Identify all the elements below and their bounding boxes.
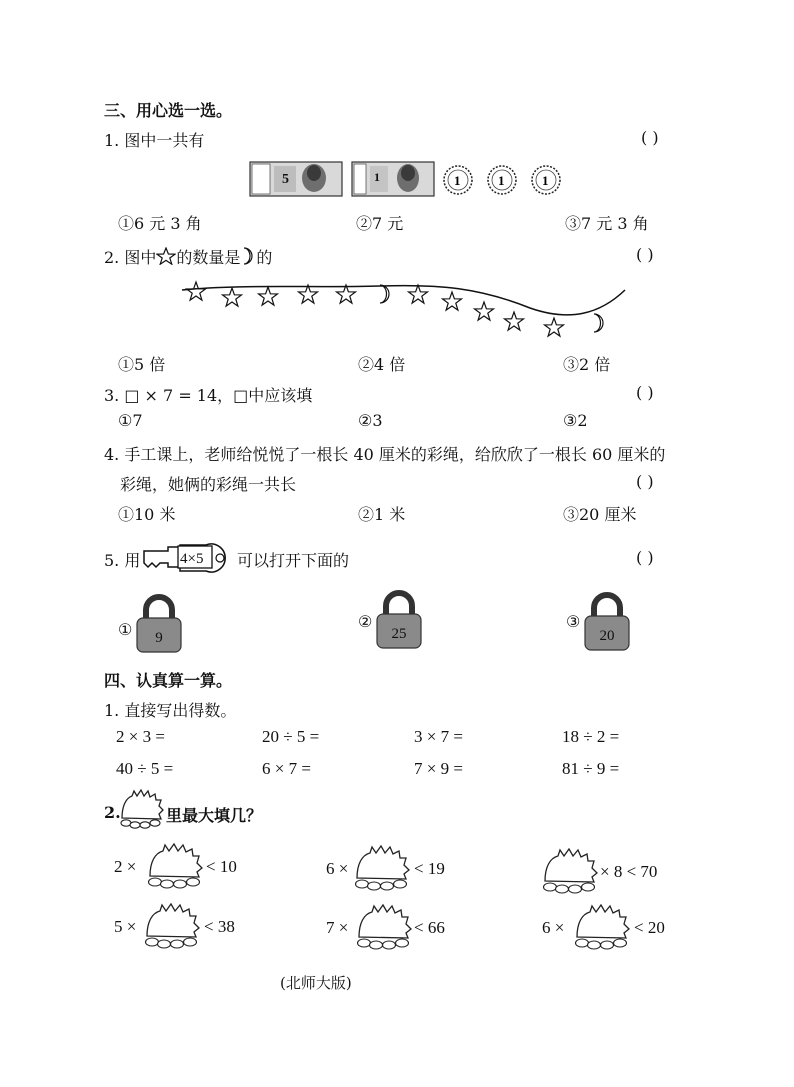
q1-option-3[interactable]: ③7 元 3 角 xyxy=(565,214,649,233)
star-5 xyxy=(337,285,356,303)
section-4-q2-text: 里最大填几？ xyxy=(166,806,263,825)
section-4-q2-pre: 2. xyxy=(104,803,121,822)
calc-r1-c1[interactable]: 2 × 3 = xyxy=(116,727,165,746)
calc-r2-c4[interactable]: 81 ÷ 9 = xyxy=(562,759,620,778)
q3-option-1[interactable]: ①7 xyxy=(118,411,143,430)
star-9 xyxy=(505,312,524,330)
calc-r2-c3[interactable]: 7 × 9 = xyxy=(414,759,463,778)
ineq-5-post: < 66 xyxy=(414,918,445,937)
hedgehog-box-icon xyxy=(118,788,164,832)
q1-option-2[interactable]: ②7 元 xyxy=(356,214,404,233)
ineq-6-post: < 20 xyxy=(634,918,665,937)
one-yuan-note xyxy=(352,162,434,196)
coin-label: 1 xyxy=(498,173,505,188)
calc-r2-c1[interactable]: 40 ÷ 5 = xyxy=(116,759,174,778)
calc-r1-c3[interactable]: 3 × 7 = xyxy=(414,727,463,746)
q3-option-2[interactable]: ②3 xyxy=(358,411,383,430)
hedgehog-box-1[interactable] xyxy=(145,842,205,892)
money-illustration xyxy=(248,156,578,202)
hedgehog-box-4[interactable] xyxy=(142,902,202,952)
ineq-4-pre: 5 × xyxy=(114,917,137,936)
section-3-title: 三、用心选一选。 xyxy=(104,101,233,120)
star-4 xyxy=(299,285,318,303)
q4-option-3[interactable]: ③20 厘米 xyxy=(563,505,637,524)
hedgehog-box-6[interactable] xyxy=(572,903,632,953)
q4-option-1[interactable]: ①10 米 xyxy=(118,505,176,524)
star-10 xyxy=(545,318,564,336)
footer-edition: (北师大版) xyxy=(280,974,352,992)
key-label: 4×5 xyxy=(180,551,204,567)
lock-1[interactable] xyxy=(134,594,184,654)
q2-text-pre: 2. 图中 xyxy=(104,248,157,267)
ineq-5-pre: 7 × xyxy=(326,918,349,937)
star-7 xyxy=(443,292,462,310)
answer-paren-q2[interactable]: ( ) xyxy=(636,245,654,264)
lock-3-value: 20 xyxy=(599,628,615,644)
hedgehog-box-3[interactable] xyxy=(540,847,600,897)
ineq-1-post: < 10 xyxy=(206,857,237,876)
hedgehog-box-2[interactable] xyxy=(352,844,412,894)
ineq-4-post: < 38 xyxy=(204,917,235,936)
coin-label: 1 xyxy=(454,173,461,188)
calc-r1-c2[interactable]: 20 ÷ 5 = xyxy=(262,727,320,746)
q2-option-2[interactable]: ②4 倍 xyxy=(358,355,406,374)
star-1 xyxy=(187,282,206,300)
note-1-label: 1 xyxy=(374,170,380,184)
q1-option-1[interactable]: ①6 元 3 角 xyxy=(118,214,202,233)
moon-1 xyxy=(380,285,389,303)
coin-1 xyxy=(444,166,472,194)
ineq-1-pre: 2 × xyxy=(114,857,137,876)
star-2 xyxy=(223,288,242,306)
calc-r2-c2[interactable]: 6 × 7 = xyxy=(262,759,311,778)
coin-label: 1 xyxy=(542,173,549,188)
ineq-2-post: < 19 xyxy=(414,859,445,878)
ineq-2-pre: 6 × xyxy=(326,859,349,878)
ineq-6-pre: 6 × xyxy=(542,918,565,937)
five-yuan-note xyxy=(250,162,342,196)
lock-3-marker: ③ xyxy=(566,612,581,631)
lock-1-value: 9 xyxy=(155,630,163,646)
star-6 xyxy=(409,285,428,303)
coin-3 xyxy=(532,166,560,194)
question-4-line-2: 彩绳，她俩的彩绳一共长 xyxy=(120,475,297,494)
calc-r1-c4[interactable]: 18 ÷ 2 = xyxy=(562,727,620,746)
answer-paren-q3[interactable]: ( ) xyxy=(636,383,654,402)
section-4-title: 四、认真算一算。 xyxy=(104,671,233,690)
lock-2-value: 25 xyxy=(391,626,407,642)
q2-text-post: 的 xyxy=(256,248,273,267)
star-3 xyxy=(259,287,278,305)
section-4-q1-text: 1. 直接写出得数。 xyxy=(104,701,237,720)
lock-3[interactable] xyxy=(582,592,632,652)
question-5-text-pre: 5. 用 xyxy=(104,551,141,570)
question-2-text xyxy=(104,245,272,268)
lock-2-marker: ② xyxy=(358,612,373,631)
moon-icon xyxy=(240,247,256,265)
coin-2 xyxy=(488,166,516,194)
answer-paren-q5[interactable]: ( ) xyxy=(636,548,654,567)
ineq-3-post: × 8 < 70 xyxy=(600,862,658,881)
q4-option-2[interactable]: ②1 米 xyxy=(358,505,406,524)
moon-2 xyxy=(594,314,603,332)
stars-moons-string xyxy=(180,270,630,342)
question-3-text: 3. □ × 7 = 14，□中应该填 xyxy=(104,386,313,405)
answer-paren-q1[interactable]: ( ) xyxy=(641,128,659,147)
hedgehog-box-5[interactable] xyxy=(354,903,414,953)
q2-option-1[interactable]: ①5 倍 xyxy=(118,355,166,374)
q3-option-3[interactable]: ③2 xyxy=(563,411,588,430)
key-icon xyxy=(140,537,232,577)
q2-text-mid: 的数量是 xyxy=(176,248,241,267)
answer-paren-q4[interactable]: ( ) xyxy=(636,472,654,491)
question-1-text: 1. 图中一共有 xyxy=(104,131,205,150)
star-icon xyxy=(156,247,176,265)
question-5-text-post: 可以打开下面的 xyxy=(237,551,350,570)
star-8 xyxy=(475,302,494,320)
question-4-line-1: 4. 手工课上，老师给悦悦了一根长 40 厘米的彩绳，给欣欣了一根长 60 厘米的 xyxy=(104,445,666,464)
lock-1-marker: ① xyxy=(118,620,133,639)
lock-2[interactable] xyxy=(374,590,424,650)
note-5-label: 5 xyxy=(282,172,289,187)
q2-option-3[interactable]: ③2 倍 xyxy=(563,355,611,374)
